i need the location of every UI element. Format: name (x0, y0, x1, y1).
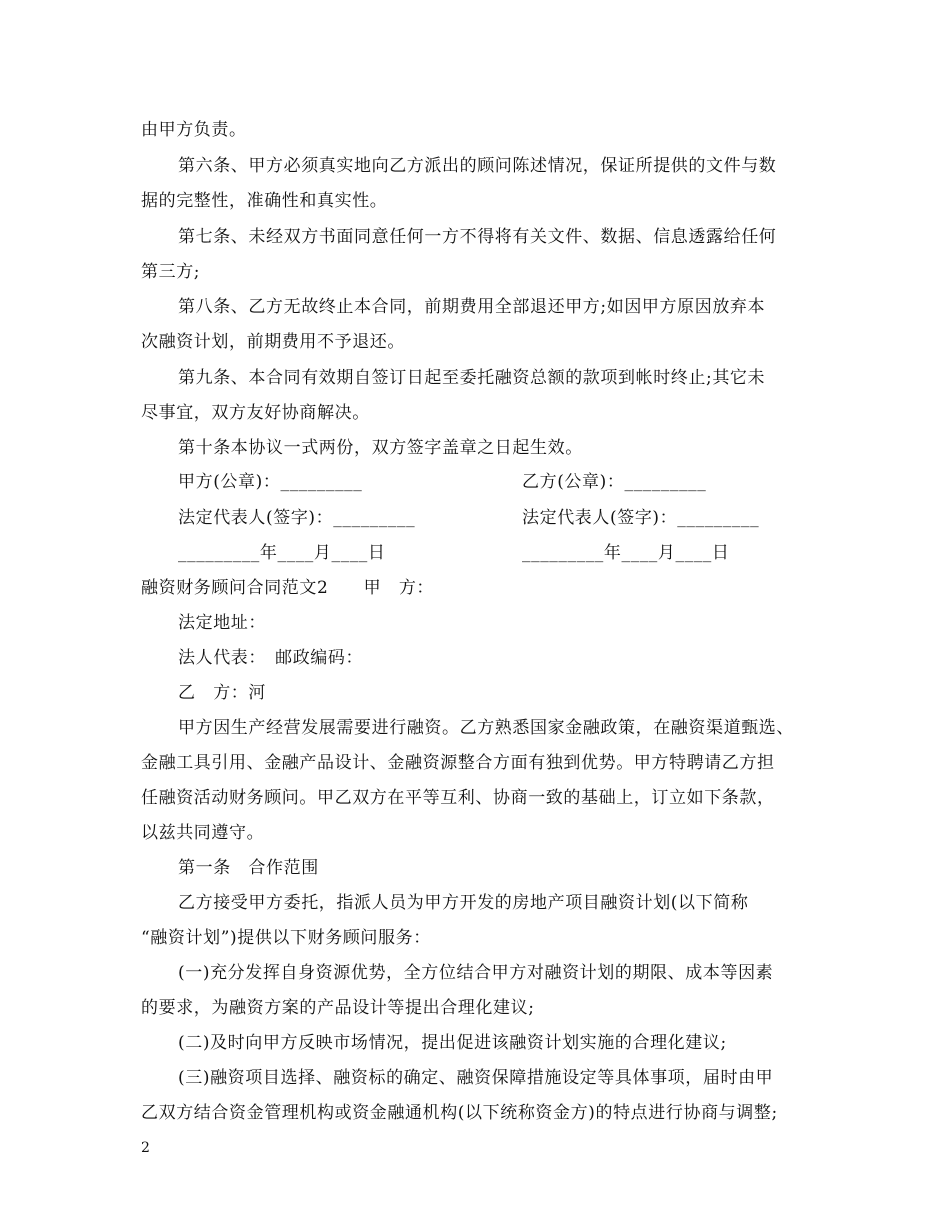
paragraph-line: 甲方因生产经营发展需要进行融资。乙方熟悉国家金融政策，在融资渠道甄选、 (178, 718, 794, 738)
paragraph-line: 金融工具引用、金融产品设计、金融资源整合方面有独到优势。甲方特聘请乙方担 (141, 753, 775, 773)
page-number: 2 (141, 1140, 150, 1156)
party-b-date-field: _________年____月____日 (522, 543, 730, 563)
paragraph-line: 由甲方负责。 (141, 120, 247, 140)
paragraph-line: 第八条、乙方无故终止本合同，前期费用全部退还甲方;如因甲方原因放弃本 (178, 297, 766, 317)
paragraph-line: (三)融资项目选择、融资标的确定、融资保障措施设定等具体事项，届时由甲 (178, 1068, 774, 1088)
party-a-seal-field: 甲方(公章)：_________ (178, 472, 363, 492)
section-title-line: 融资财务顾问合同范文2 甲 方： (141, 578, 435, 598)
paragraph-line: 第一条 合作范围 (178, 858, 319, 878)
party-a-representative-field: 法定代表人(签字)：_________ (178, 508, 416, 528)
paragraph-line: 次融资计划，前期费用不予退还。 (141, 332, 405, 352)
paragraph-line: 乙双方结合资金管理机构或资金融通机构(以下统称资金方)的特点进行协商与调整; (141, 1103, 778, 1123)
paragraph-line: 第十条本协议一式两份，双方签字盖章之日起生效。 (178, 438, 583, 458)
paragraph-line: 第七条、未经双方书面同意任何一方不得将有关文件、数据、信息透露给任何 (178, 227, 777, 247)
paragraph-line: 乙方接受甲方委托，指派人员为甲方开发的房地产项目融资计划(以下简称 (178, 893, 749, 913)
paragraph-line: 法定地址： (178, 613, 266, 633)
paragraph-line: 尽事宜，双方友好协商解决。 (141, 403, 370, 423)
paragraph-line: “融资计划”)提供以下财务顾问服务： (141, 928, 431, 948)
paragraph-line: 乙 方：河 (178, 683, 266, 703)
paragraph-line: (一)充分发挥自身资源优势，全方位结合甲方对融资计划的期限、成本等因素 (178, 963, 774, 983)
paragraph-line: 据的完整性，准确性和真实性。 (141, 191, 388, 211)
paragraph-line: 法人代表： 邮政编码： (178, 648, 364, 668)
party-a-date-field: _________年____月____日 (178, 543, 386, 563)
party-b-seal-field: 乙方(公章)：_________ (522, 472, 707, 492)
paragraph-line: 的要求，为融资方案的产品设计等提出合理化建议; (141, 998, 535, 1018)
paragraph-line: 任融资活动财务顾问。甲乙双方在平等互利、协商一致的基础上，订立如下条款， (141, 788, 775, 808)
paragraph-line: 第九条、本合同有效期自签订日起至委托融资总额的款项到帐时终止;其它未 (178, 368, 766, 388)
paragraph-line: 以兹共同遵守。 (141, 823, 265, 843)
paragraph-line: 第六条、甲方必须真实地向乙方派出的顾问陈述情况，保证所提供的文件与数 (178, 156, 777, 176)
paragraph-line: (二)及时向甲方反映市场情况，提出促进该融资计划实施的合理化建议; (178, 1033, 727, 1053)
paragraph-line: 第三方; (141, 262, 201, 282)
party-b-representative-field: 法定代表人(签字)：_________ (522, 508, 760, 528)
